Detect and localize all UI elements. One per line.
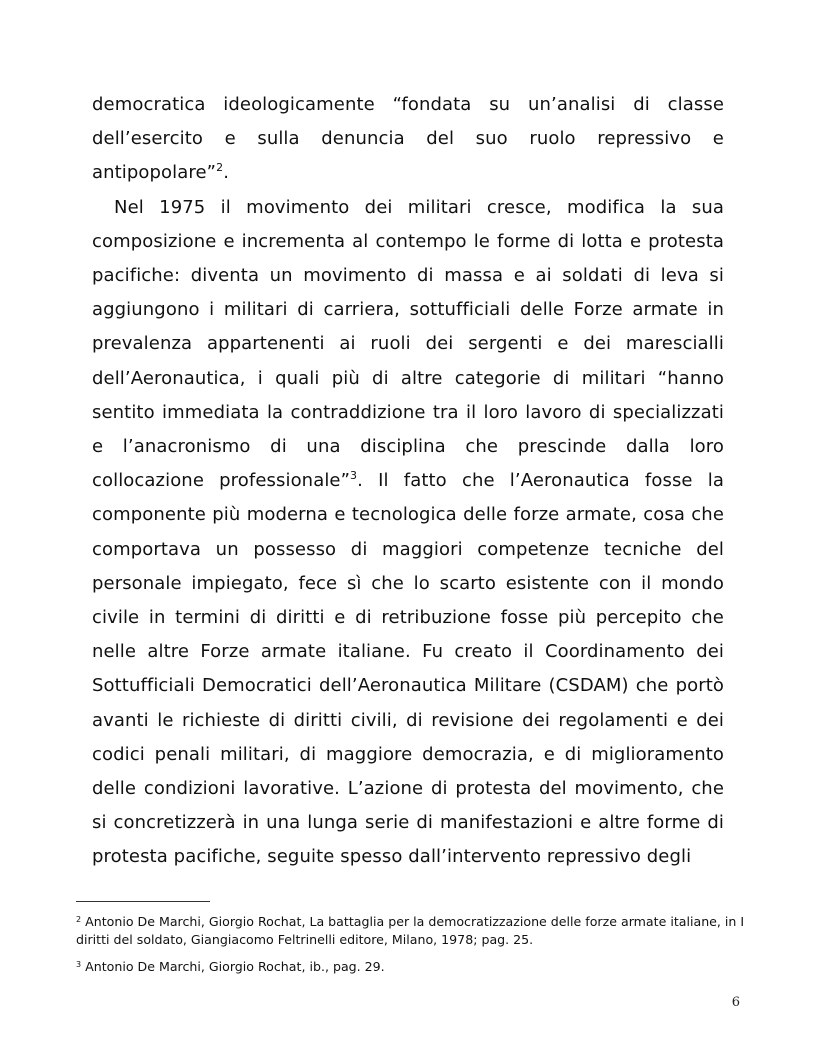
footnote-number: 2 [76,915,82,924]
body-text [92,88,724,875]
paragraph-1-text: democratica ideologicamente “fondata su un’analisi di classe dell’esercito e sulla denuncia del suo ruolo repressivo e antipopolare” [92,94,724,184]
footnote-2 [76,913,746,948]
page-number: 6 [731,995,740,1010]
footnote-ref-3[interactable]: 3 [350,469,358,483]
paragraph-2-text-a: Nel 1975 il movimento dei militari cresce, modifica la sua composizione e incrementa al contempo le forme di lotta e protesta pacifiche: diventa un movimento di massa e ai soldati di leva si aggiungono i militari di carriera, sottufficiali delle Forze armate in prevalenza appartenenti ai ruoli dei sergenti e dei marescialli dell’Aeronautica, i quali più di altre categorie di militari “hanno sentito immediata la contraddizione tra il loro lavoro di specializzati e l’anacronismo di una disciplina che prescinde dalla loro collocazione professionale” [92,196,724,492]
paragraph-1-tail: . [223,162,230,184]
footnote-number: 3 [76,960,82,969]
footnotes [76,913,746,986]
paragraph-1 [92,88,724,191]
paragraph-2-text-b: . Il fatto che l’Aeronautica fosse la componente più moderna e tecnologica delle forze armate, cosa che comportava un possesso di maggiori competenze tecniche del personale impiegato, fece sì che lo scarto esistente con il mondo civile in termini di diritti e di retribuzione fosse più percepito che nelle altre Forze armate italiane. Fu creato il Coordinamento dei Sottufficiali Democratici dell’Aeronautica Militare (CSDAM) che portò avanti le richieste di diritti civili, di revisione dei regolamenti e dei codici penali militari, di maggiore democrazia, e di miglioramento delle condizioni lavorative. L’azione di protesta del movimento, che si concretizzerà in una lunga serie di manifestazioni e altre forme di protesta pacifiche, seguite spesso dall’intervento repressivo degli [92,470,724,868]
footnote-separator [76,901,210,902]
footnote-text: Antonio De Marchi, Giorgio Rochat, ib., pag. 29. [81,959,385,974]
footnote-ref-2[interactable]: 2 [216,161,224,175]
footnote-3 [76,958,746,976]
paragraph-2 [92,191,724,875]
footnote-text: Antonio De Marchi, Giorgio Rochat, La battaglia per la democratizzazione delle forze armate italiane, in I diritti del soldato, Giangiacomo Feltrinelli editore, Milano, 1978; pag. 25. [76,914,745,947]
